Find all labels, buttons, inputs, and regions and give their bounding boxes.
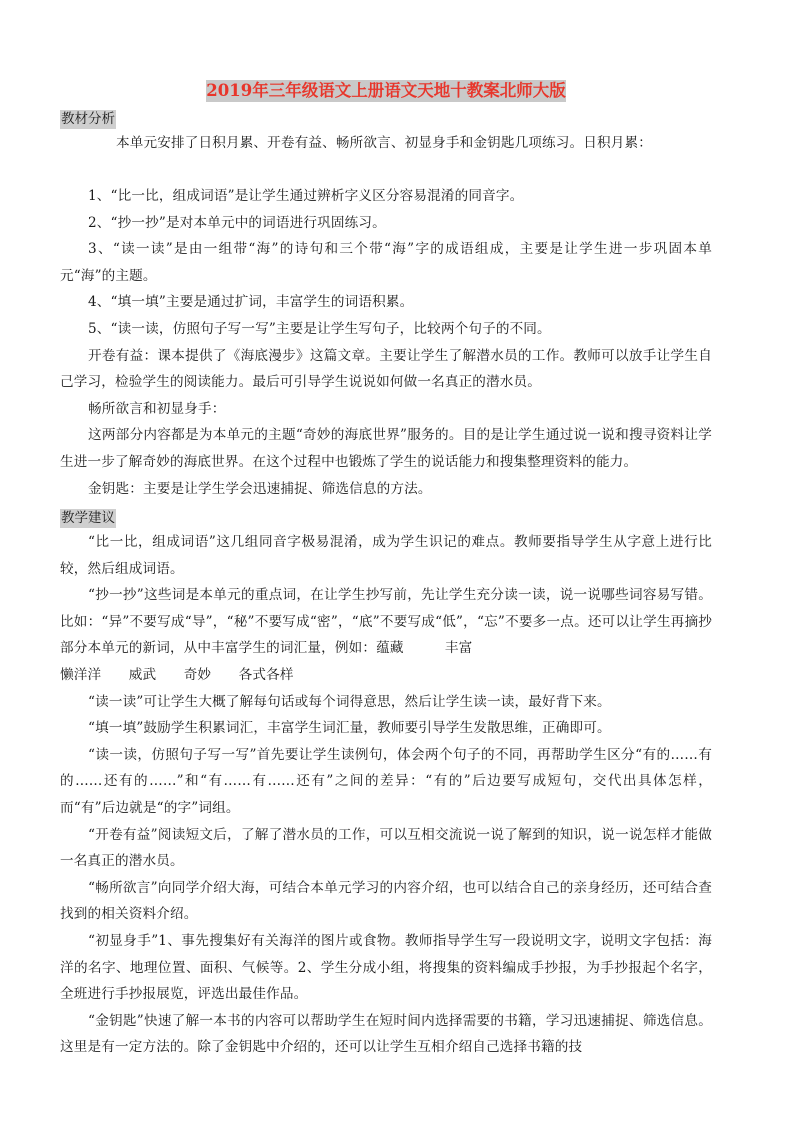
paragraph: 2、“抄一抄”是对本单元中的词语进行巩固练习。 xyxy=(88,214,386,231)
paragraph: “初显身手”1、事先搜集好有关海洋的图片或食物。教师指导学生写一段说明文字，说明文字包括：海洋的名字、地理位置、面积、气候等。2、学生分成小组，将搜集的资料编成手抄报，为手抄报起个名字，全班进行手抄报展览，评选出最佳作品。 xyxy=(60,932,712,1003)
section-heading-teaching-suggestions xyxy=(60,508,712,529)
paragraph: “畅所欲言”向同学介绍大海，可结合本单元学习的内容介绍，也可以结合自己的亲身经历，还可结合查找到的相关资料介绍。 xyxy=(60,879,712,923)
paragraph: “填一填”鼓励学生积累词汇，丰富学生词汇量，教师要引导学生发散思维，正确即可。 xyxy=(88,720,611,737)
paragraph: “金钥匙”快速了解一本书的内容可以帮助学生在短时间内选择需要的书籍，学习迅速捕捉、筛选信息。这里是有一定方法的。除了金钥匙中介绍的，还可以让学生互相介绍自己选择书籍的技 xyxy=(60,1012,712,1056)
paragraph: “开卷有益”阅读短文后，了解了潜水员的工作，可以互相交流说一说了解到的知识，说一说怎样才能做一名真正的潜水员。 xyxy=(60,826,712,870)
paragraph: “读一读”可让学生大概了解每句话或每个词得意思，然后让学生读一读，最好背下来。 xyxy=(88,693,611,710)
paragraph: 5、“读一读，仿照句子写一写”主要是让学生写句子，比较两个句子的不同。 xyxy=(88,321,551,337)
paragraph: 这两部分内容都是为本单元的主题“奇妙的海底世界”服务的。目的是让学生通过说一说和搜寻资料让学生进一步了解奇妙的海底世界。在这个过程中也锻炼了学生的说话能力和搜集整理资料的能力。 xyxy=(60,427,712,470)
blank-line xyxy=(60,156,712,183)
section-heading-label: 教材分析 xyxy=(61,110,115,127)
paragraph: 开卷有益：课本提供了《海底漫步》这篇文章。主要让学生了解潜水员的工作。教师可以放手让学生自己学习，检验学生的阅读能力。最后可引导学生说说如何做一名真正的潜水员。 xyxy=(60,347,712,391)
document-content xyxy=(60,0,712,1061)
paragraph: 畅所欲言和初显身手： xyxy=(88,400,226,417)
paragraph: 3、“读一读”是由一组带“海”的诗句和三个带“海”字的成语组成，主要是让学生进一步巩固本单元“海”的主题。 xyxy=(60,241,712,284)
page-title xyxy=(60,0,712,103)
section-heading-teaching-material-analysis xyxy=(60,109,712,130)
paragraph: 本单元安排了日积月累、开卷有益、畅所欲言、初显身手和金钥匙几项练习。日积月累： xyxy=(116,134,653,151)
page-title-text: 2019年三年级语文上册语文天地十教案北师大版 xyxy=(206,81,566,100)
paragraph: 4、“填一填”主要是通过扩词，丰富学生的词语积累。 xyxy=(88,294,414,311)
paragraph: “抄一抄”这些词是本单元的重点词，在让学生抄写前，先让学生充分读一读，说一说哪些词容易写错。比如：“异”不要写成“导”，“秘”不要写成“密”，“底”不要写成“低”，“忘”不要多一点。还可以让学生再摘抄部分本单元的新词，从中丰富学生的词汇量，例如：蕴藏 丰富 xyxy=(60,587,712,657)
section-heading-label: 教学建议 xyxy=(61,510,115,527)
vocabulary-list: 懒洋洋 威武 奇妙 各式各样 xyxy=(60,667,294,684)
paragraph: 金钥匙：主要是让学生学会迅速捕捉、筛选信息的方法。 xyxy=(88,480,432,497)
paragraph: 1、“比一比，组成词语”是让学生通过辨析字义区分容易混淆的同音字。 xyxy=(88,188,524,205)
paragraph: “读一读，仿照句子写一写”首先要让学生读例句，体会两个句子的不同，再帮助学生区分“有的……有的……还有的……”和“有……有……还有”之间的差异：“有的”后边要写成短句，交代出具体怎样，而“有”后边就是“的字”词组。 xyxy=(60,746,712,817)
paragraph: “比一比，组成词语”这几组同音字极易混淆，成为学生识记的难点。教师要指导学生从字意上进行比较，然后组成词语。 xyxy=(60,534,712,577)
